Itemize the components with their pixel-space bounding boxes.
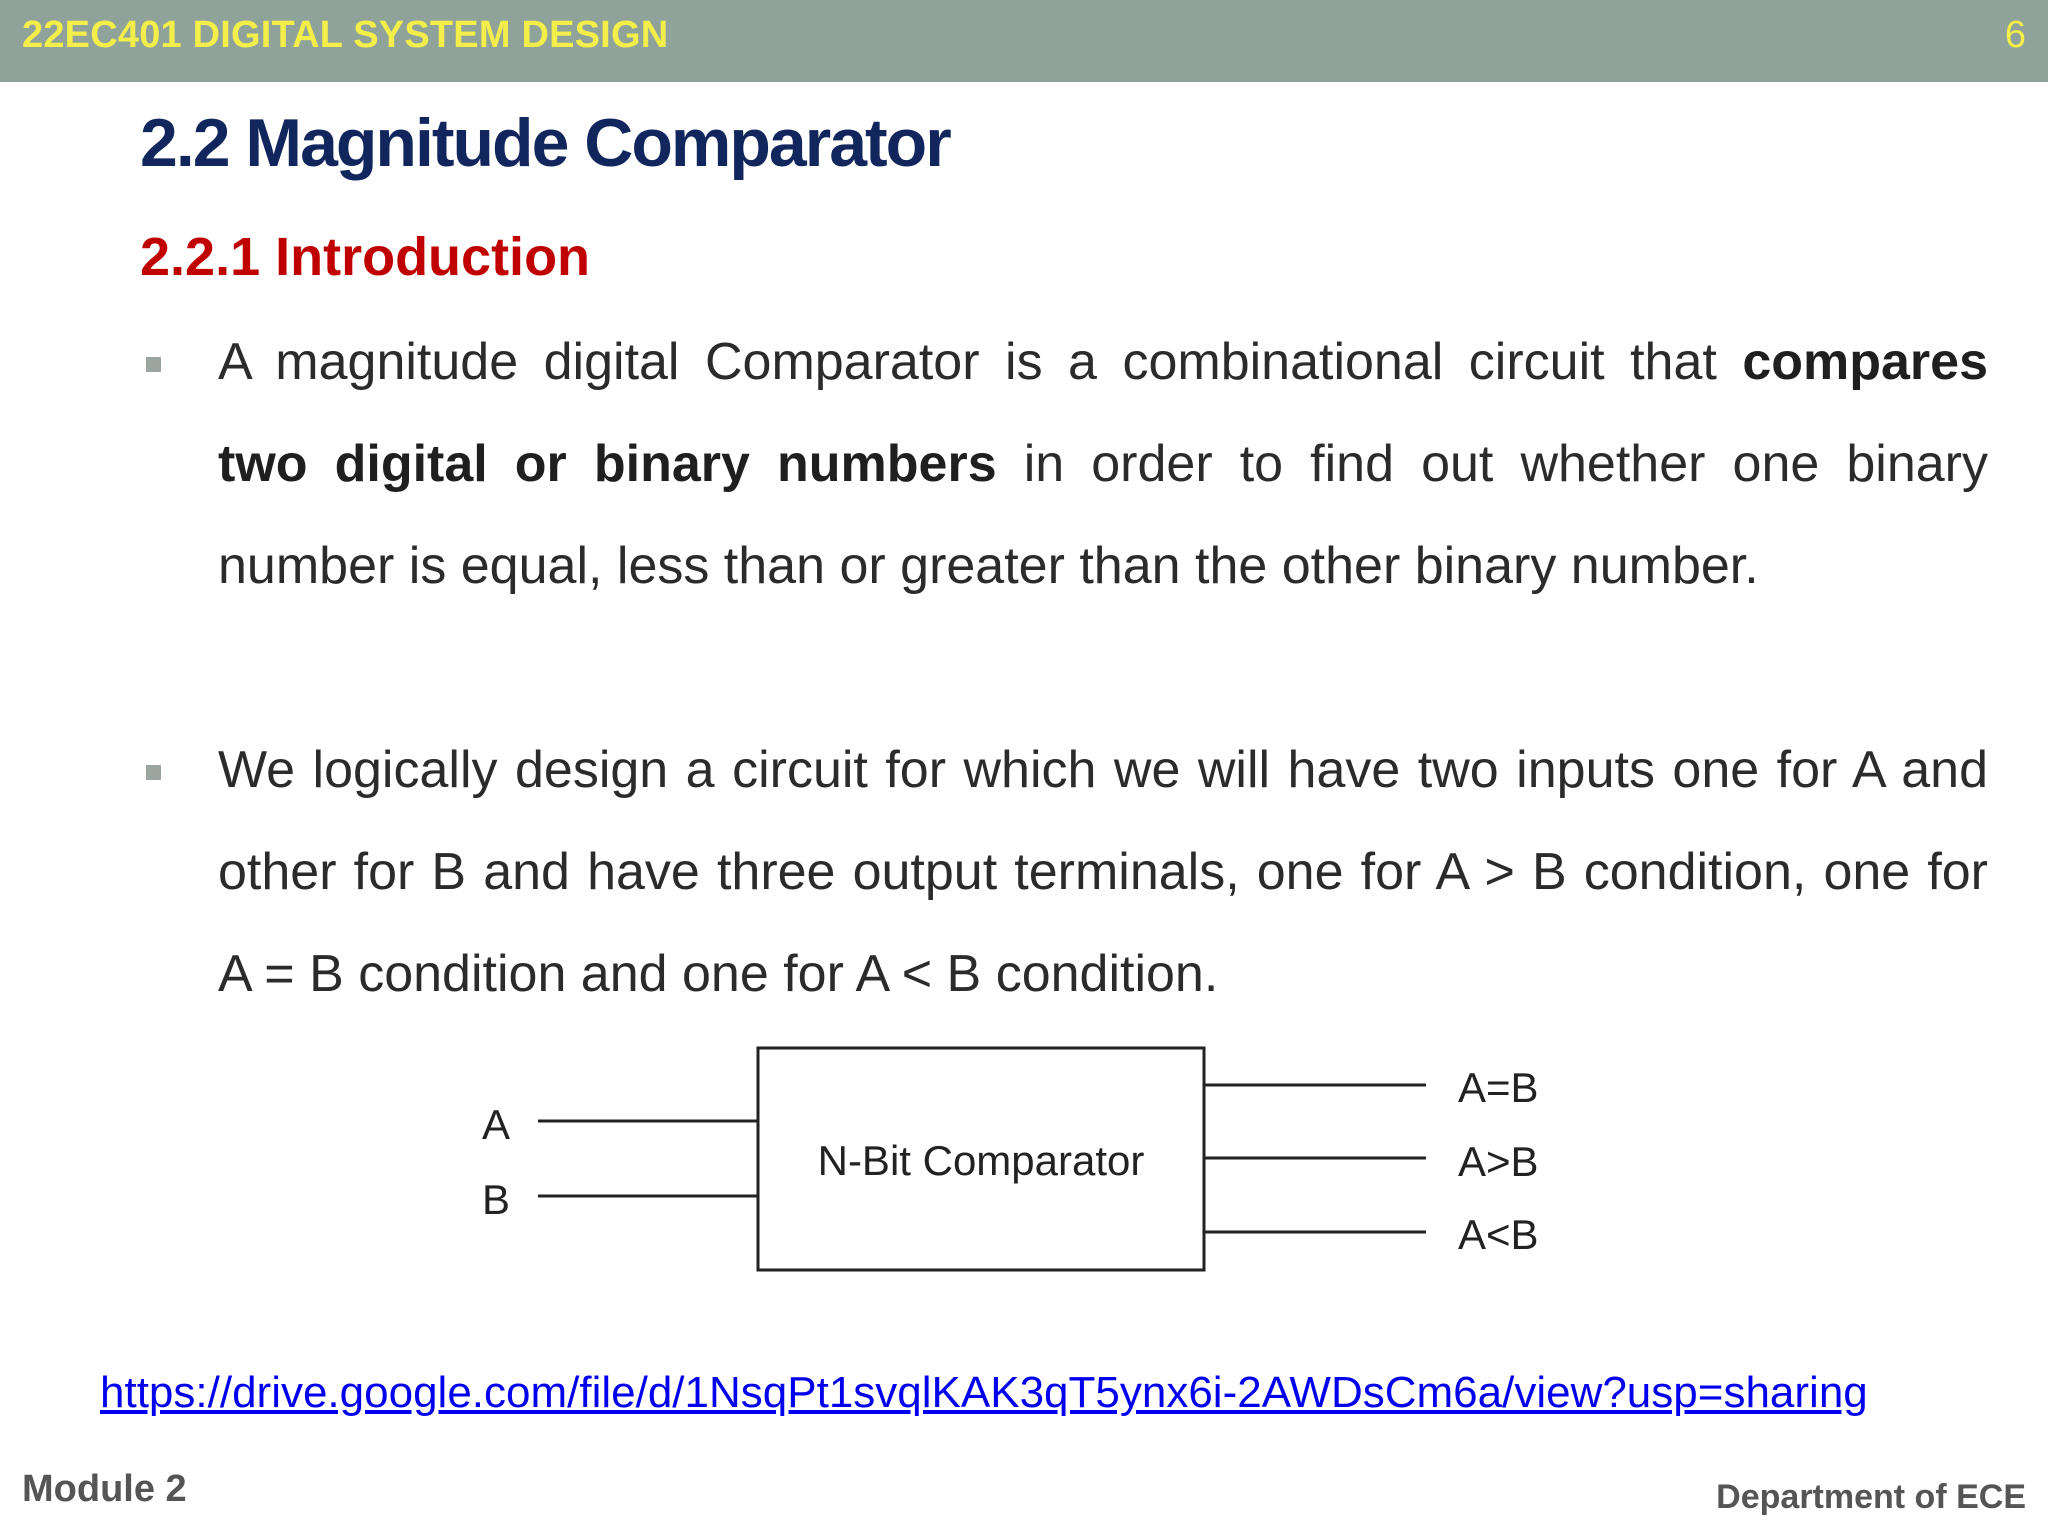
module-label: Module 2 xyxy=(22,1468,187,1510)
bullet-1-text-end: in order to find out whether one binary number is equal, less than or greater than the other binary number. xyxy=(218,435,1988,595)
bullet-2-text: We logically design a circuit for which we will have two inputs one for A and other for B and have three output terminals, one for A > B condition, one for A = B condition and one for A < B condition. xyxy=(218,741,1988,1003)
comparator-block-label: N-Bit Comparator xyxy=(817,1137,1145,1184)
section-heading: 2.2.1 Introduction xyxy=(140,227,591,287)
bullet-1-text-start: A magnitude digital Comparator is a combinational circuit that xyxy=(218,333,1743,391)
course-title: 22EC401 DIGITAL SYSTEM DESIGN xyxy=(22,14,669,56)
output-gt-label: A>B xyxy=(1458,1138,1539,1185)
output-eq-label: A=B xyxy=(1458,1064,1539,1111)
output-lt-label: A<B xyxy=(1458,1211,1539,1258)
drive-link[interactable]: https://drive.google.com/file/d/1NsqPt1svqlKAK3qT5ynx6i-2AWDsCm6a/view?usp=sharing xyxy=(100,1368,1868,1417)
page-number: 6 xyxy=(2004,14,2026,56)
department-label: Department of ECE xyxy=(1716,1478,2026,1516)
input-a-label: A xyxy=(481,1101,511,1148)
input-b-label: B xyxy=(481,1176,511,1223)
bullet-1-bold-text: compares two digital or binary numbers xyxy=(218,333,1988,493)
slide-title: 2.2 Magnitude Comparator xyxy=(140,105,950,181)
